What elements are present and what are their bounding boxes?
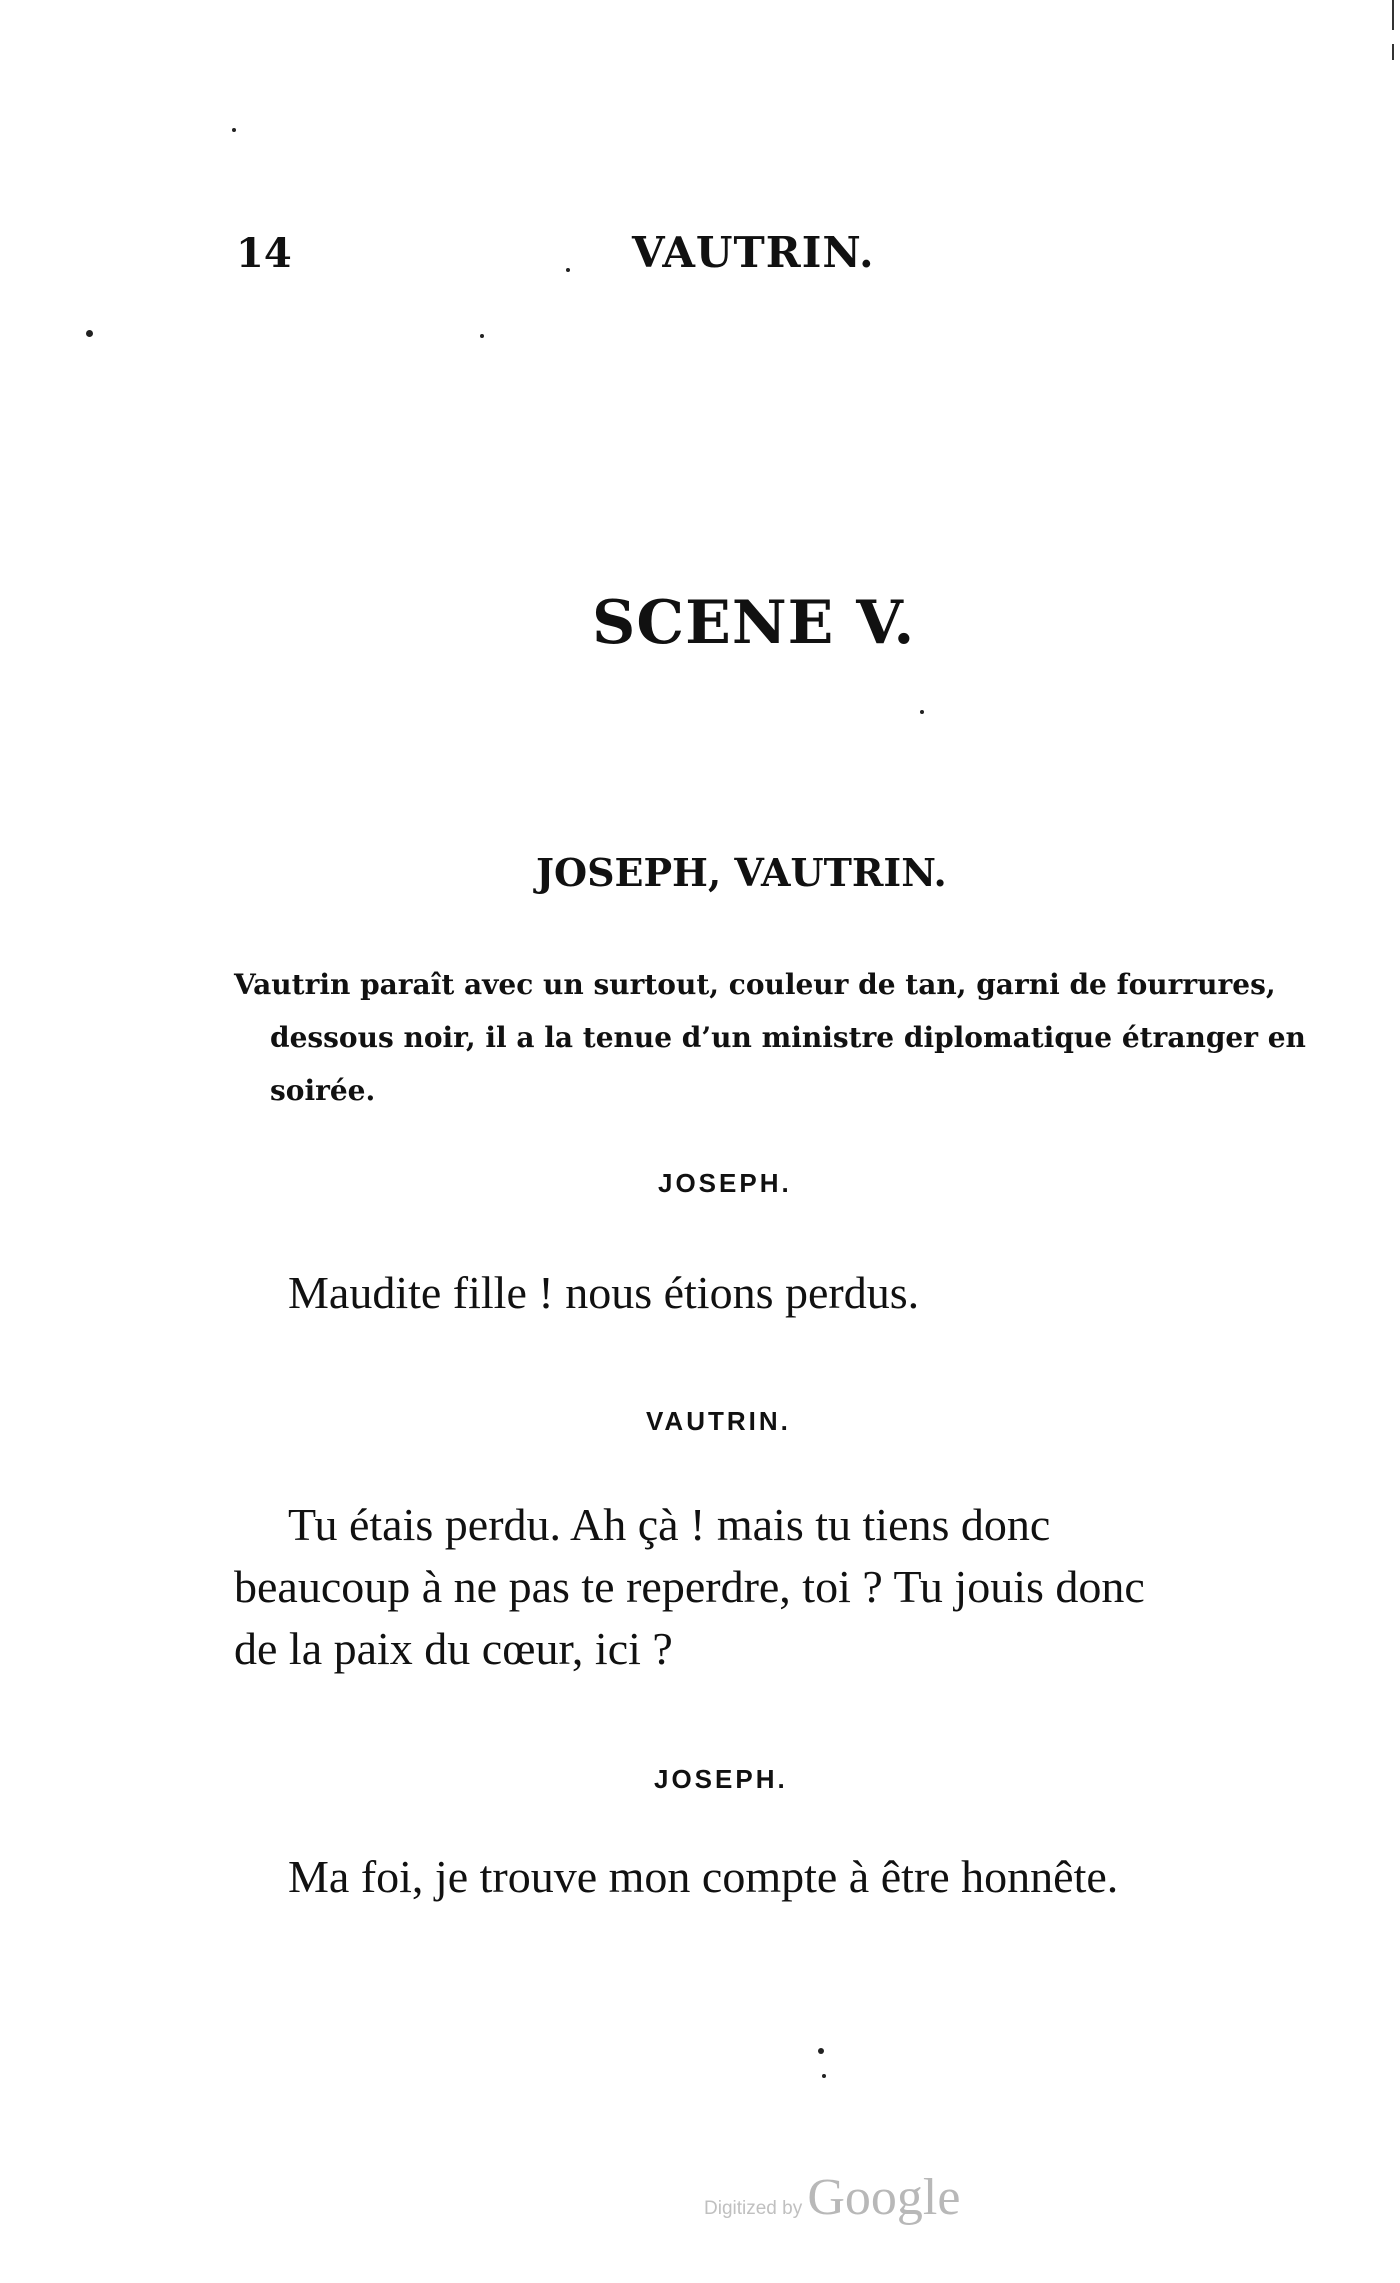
watermark-prefix: Digitized by [704, 2198, 803, 2219]
scan-edge-mark [1392, 44, 1394, 60]
digitization-watermark [704, 2168, 960, 2227]
speech-line: Maudite fille ! nous étions perdus. [288, 1267, 920, 1318]
scan-speck [86, 330, 93, 337]
speech-line: beaucoup à ne pas te reperdre, toi ? Tu jouis donc [234, 1561, 1145, 1612]
scan-speck [566, 268, 570, 272]
stage-direction-line: soirée. [270, 1074, 376, 1107]
stage-direction-line: dessous noir, il a la tenue d’un ministre diplomatique étranger en [270, 1021, 1306, 1054]
stage-direction [234, 958, 1306, 1117]
page-number: 14 [236, 230, 292, 277]
scan-speck [480, 334, 484, 338]
scan-edge-mark [1392, 0, 1394, 30]
scan-speck [232, 128, 236, 132]
scan-speck [818, 2048, 824, 2054]
speech-line: Ma foi, je trouve mon compte à être honnête. [288, 1851, 1119, 1902]
speaker-name: JOSEPH. [654, 1764, 788, 1794]
speaker-name: VAUTRIN. [646, 1406, 791, 1436]
scene-title: SCENE V. [592, 588, 916, 658]
running-title: VAUTRIN. [632, 228, 875, 277]
speech-line: Tu étais perdu. Ah çà ! mais tu tiens donc [288, 1499, 1051, 1550]
speech-line: de la paix du cœur, ici ? [234, 1623, 673, 1674]
speaker-name: JOSEPH. [658, 1168, 792, 1198]
scene-characters: JOSEPH, VAUTRIN. [536, 850, 947, 895]
scan-speck [920, 710, 924, 714]
stage-direction-line: Vautrin paraît avec un surtout, couleur de tan, garni de fourrures, [234, 968, 1276, 1001]
scan-speck [822, 2074, 826, 2078]
google-logo: Google [807, 2169, 961, 2226]
speech-block [234, 1494, 1226, 1680]
